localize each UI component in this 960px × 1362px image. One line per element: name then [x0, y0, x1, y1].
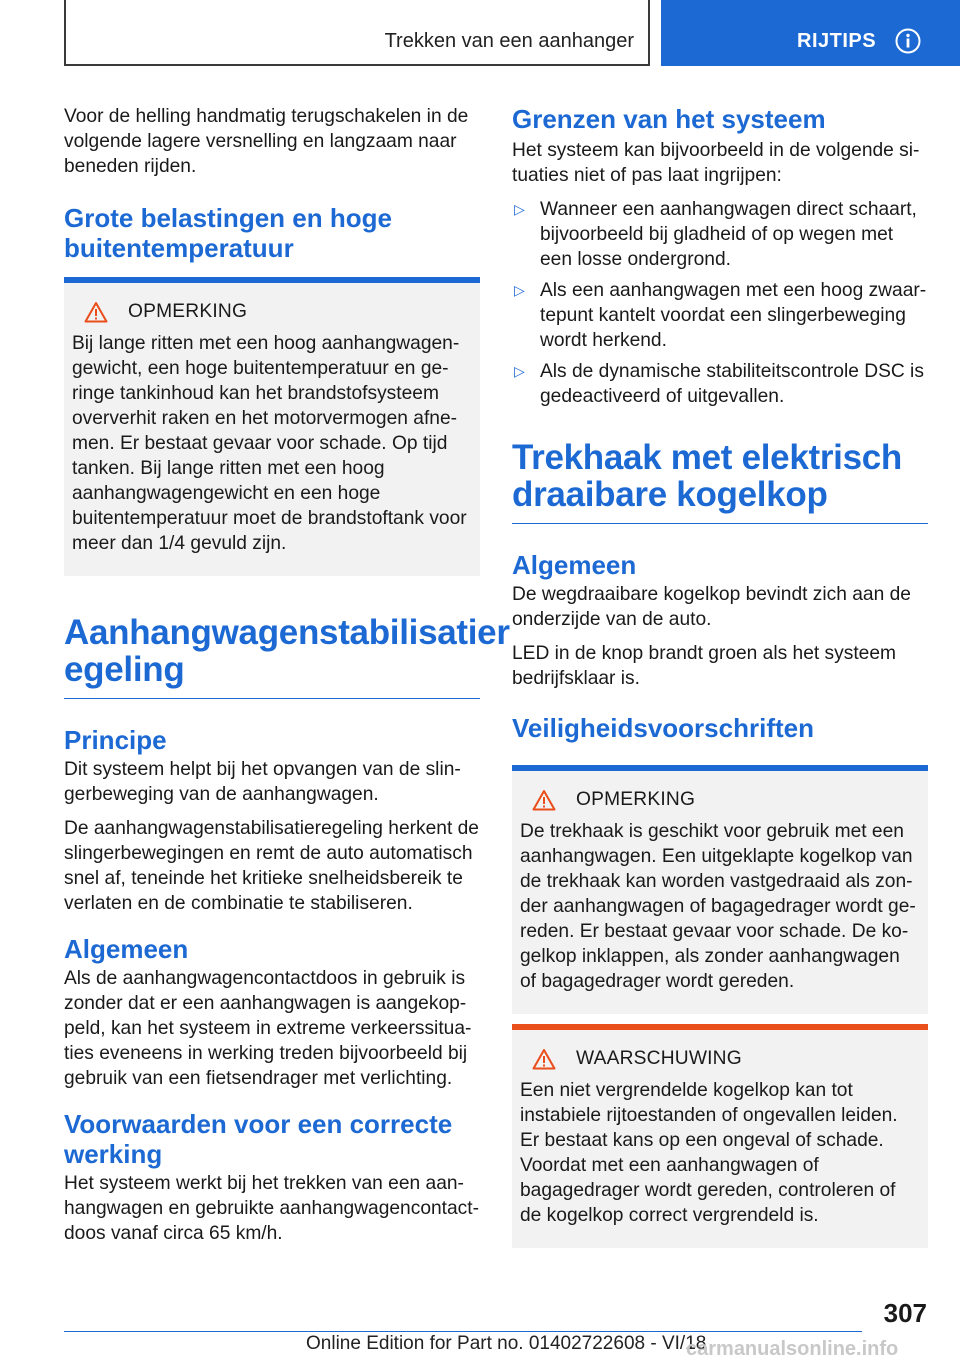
chapter-label: RIJTIPS	[797, 30, 877, 52]
warning-triangle-icon	[84, 301, 108, 323]
warning-header	[532, 1048, 918, 1070]
list-item: ▷ Wanneer een aanhangwagen direct schaart, bijvoorbeeld bij gladheid of op wegen met een losse ondergrond.	[514, 199, 917, 270]
grenzen-list	[512, 197, 928, 409]
list-item: ▷ Als een aanhangwagen met een hoog zwaartepunt kantelt voordat een slingerbeweging wordt herkend.	[514, 280, 927, 351]
notice-text: De trekhaak is geschikt voor gebruik met een aanhangwagen. Een uitgeklapte kogelkop van de trekhaak kan worden vastgedraaid als zonder aanhangwagen of bagagedrager wordt gereden. Er bestaat gevaar voor schade. De kogelkop inklappen, als zonder aanhangwagen of bagagedrager wordt gereden.	[520, 821, 916, 992]
principe-paragraph-1: Dit systeem helpt bij het opvangen van de slingerbeweging van de aanhangwagen.	[64, 759, 461, 805]
triangle-bullet-icon: ▷	[514, 282, 525, 298]
triangle-bullet-icon: ▷	[514, 363, 525, 379]
warning-text: Een niet vergrendelde kogelkop kan tot instabiele rijtoestanden of ongevallen leiden. Er bestaat kans op een ongeval of schade. Voordat met een aanhangwagen of bagagedrager wordt gereden, controleren of de kogelkop correct vergrendeld is.	[520, 1080, 898, 1226]
footer-rule	[64, 1331, 862, 1332]
heading-veiligheid: Veiligheidsvoorschriften	[512, 713, 814, 743]
list-item: ▷ Als de dynamische stabiliteitscontrole DSC is gedeactiveerd of uitgevallen.	[514, 361, 924, 407]
notice-box-trekhaak	[512, 765, 928, 1014]
watermark: carmanualsonline.info	[686, 1338, 899, 1360]
grenzen-paragraph: Het systeem kan bijvoorbeeld in de volgende situaties niet of pas laat ingrijpen:	[512, 140, 920, 186]
warning-box-kogelkop	[512, 1024, 928, 1248]
voorwaarden-paragraph: Het systeem werkt bij het trekken van een aanhangwagen en gebruikte aanhangwagencontactdoos vanaf circa 65 km/h.	[64, 1173, 479, 1244]
algemeen-paragraph-1: De wegdraaibare kogelkop bevindt zich aan de onderzijde van de auto.	[512, 584, 911, 630]
warning-label: WAARSCHUWING	[576, 1048, 742, 1069]
heading-stabilisation: Aanhangwagenstabilisatier egeling	[64, 613, 510, 689]
principe-paragraph-2: De aanhangwagenstabilisatieregeling herkent de slingerbewegingen en remt de auto automatisch snel af, teneinde het kritieke snelheidsbereik te verlaten en de combinatie te stabiliseren.	[64, 818, 479, 914]
notice-label: OPMERKING	[128, 301, 248, 322]
heading-rule	[512, 523, 928, 524]
heading-voorwaarden: Voorwaarden voor een correcte werking	[64, 1109, 453, 1169]
heading-loads: Grote belastingen en hoge buitentemperatuur	[64, 203, 392, 263]
heading-grenzen: Grenzen van het systeem	[512, 104, 826, 134]
algemeen-paragraph-2: LED in de knop brandt groen als het systeem bedrijfsklaar is.	[512, 643, 896, 689]
edition-text: Online Edition for Part no. 01402722608 - VI/18	[306, 1333, 707, 1354]
info-icon[interactable]	[895, 28, 921, 54]
left-column	[64, 104, 510, 1255]
heading-principe: Principe	[64, 725, 167, 755]
triangle-bullet-icon: ▷	[514, 201, 525, 217]
section-title: Trekken van een aanhanger	[384, 30, 634, 52]
notice-text: Bij lange ritten met een hoog aanhangwagengewicht, een hoge buitentemperatuur en geringe tankinhoud kan het brandstofsysteem oververhit raken en het motorvermogen afnemen. Er bestaat gevaar voor schade. Op tijd tanken. Bij lange ritten met een hoog aanhangwagengewicht en een hoge buitentemperatuur moet de brandstoftank voor meer dan 1/4 gevuld zijn.	[72, 333, 467, 554]
heading-algemeen-right: Algemeen	[512, 550, 637, 580]
algemeen-paragraph: Als de aanhangwagencontactdoos in gebruik is zonder dat er een aanhangwagen is aangekoppeld, kan het systeem in extreme verkeerssituaties eveneens in werking treden bijvoorbeeld bij gebruik van een fietsendrager met verlichting.	[64, 968, 472, 1089]
header-section-box	[64, 0, 650, 66]
page-number: 307	[883, 1298, 927, 1328]
notice-label: OPMERKING	[576, 789, 696, 810]
right-column	[512, 104, 928, 1248]
notice-box-fuel	[64, 277, 480, 576]
warning-triangle-icon	[532, 1048, 556, 1070]
intro-paragraph: Voor de helling handmatig terugschakelen in de volgende lagere versnelling en langzaam naar beneden rijden.	[64, 106, 469, 177]
notice-header	[84, 301, 470, 323]
header-chapter-tab[interactable]	[661, 0, 960, 66]
heading-rule	[64, 698, 480, 699]
heading-algemeen: Algemeen	[64, 934, 189, 964]
heading-trekhaak: Trekhaak met elektrisch draaibare kogelkop	[512, 438, 902, 514]
warning-triangle-icon	[532, 789, 556, 811]
notice-header	[532, 789, 918, 811]
